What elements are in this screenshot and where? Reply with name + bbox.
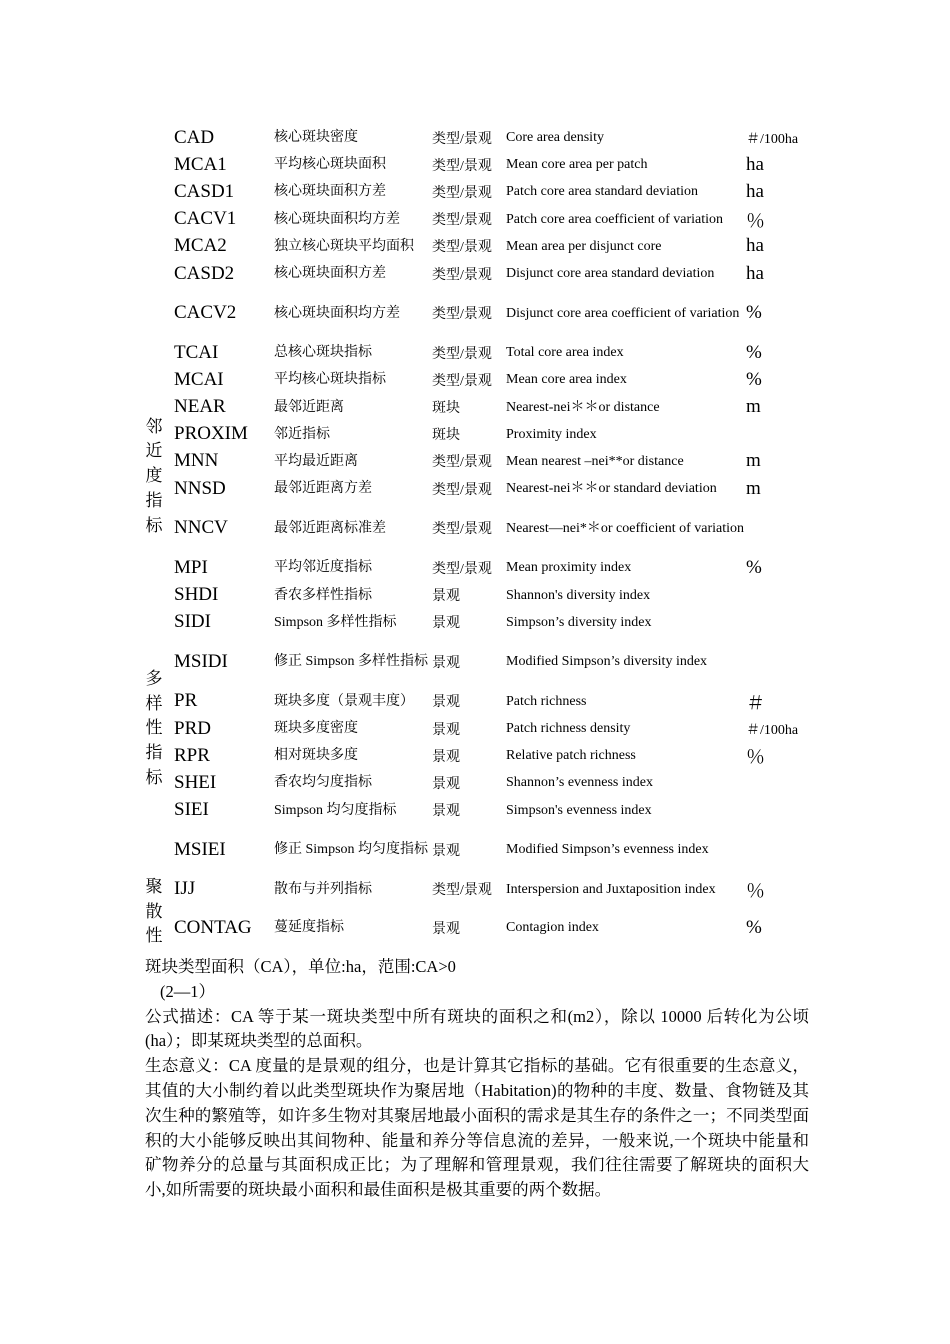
type-cell: 类型/景观 [432,373,492,389]
abbr-cell: NNSD [174,477,226,499]
chinese-name-cell: Simpson 均匀度指标 [274,802,397,818]
unit-cell: ％ [746,210,766,232]
body-text [145,955,809,1203]
type-cell: 类型/景观 [432,185,492,201]
chinese-name-cell: 最邻近距离方差 [274,481,372,497]
table-row [140,475,820,502]
type-cell: 斑块 [432,428,460,444]
type-cell: 景观 [432,921,460,937]
table-row [140,339,820,366]
abbr-cell: CACV2 [174,302,237,324]
type-cell: 类型/景观 [432,240,492,256]
table-row [140,502,820,554]
table-row [140,769,820,796]
chinese-name-cell: 核心斑块面积方差 [274,266,386,282]
type-cell: 类型/景观 [432,131,492,147]
unit-cell: ＃/100ha [746,722,799,738]
english-name-cell: Mean proximity index [506,560,632,576]
english-name-cell: Mean core area per patch [506,157,648,173]
table-row [140,903,820,953]
unit-cell: % [746,341,762,363]
table-row [140,206,820,233]
chinese-name-cell: 最邻近距离 [274,399,344,415]
unit-cell: m [746,396,761,418]
formula-description: 公式描述：CA 等于某一斑块类型中所有斑块的面积之和(m2），除以 10000 后转化为公顷(ha）；即某斑块类型的总面积。 [145,1006,809,1051]
english-name-cell: Mean nearest –nei**or distance [506,453,684,469]
abbr-cell: MCAI [174,368,224,390]
chinese-name-cell: 邻近指标 [274,426,330,442]
table-row [140,260,820,287]
category-label-diversity: 多样性指标 [145,668,163,787]
english-name-cell: Disjunct core area standard deviation [506,266,715,282]
abbr-cell: IJJ [174,878,196,900]
english-name-cell: Nearest—nei*＊or coefficient of variation [506,520,745,536]
type-cell: 景观 [432,804,460,820]
abbr-cell: SIDI [174,611,211,633]
unit-cell: ＃/100ha [746,131,799,147]
unit-cell: ％ [746,747,766,769]
english-name-cell: Patch richness [506,693,587,709]
unit-cell: m [746,477,761,499]
unit-cell: % [746,916,762,938]
unit-cell: % [746,368,762,390]
abbr-cell: SHEI [174,771,217,793]
chinese-name-cell: 散布与并列指标 [274,881,372,897]
table-row [140,554,820,581]
type-cell: 景观 [432,589,460,605]
chinese-name-cell: 香农多样性指标 [274,587,372,603]
english-name-cell: Patch core area coefficient of variation [506,211,724,227]
english-name-cell: Contagion index [506,920,599,936]
abbr-cell: CASD2 [174,262,235,284]
type-cell: 类型/景观 [432,482,492,498]
unit-cell: ＃ [746,692,766,714]
unit-cell: ha [746,180,764,202]
table-row [140,421,820,448]
type-cell: 景观 [432,655,460,671]
abbr-cell: SIEI [174,799,209,821]
unit-cell: ha [746,153,764,175]
table-row [140,742,820,769]
abbr-cell: MNN [174,450,219,472]
abbr-cell: RPR [174,744,210,766]
table-row [140,448,820,475]
english-name-cell: Simpson's evenness index [506,802,652,818]
english-name-cell: Total core area index [506,345,624,361]
landscape-index-table [140,124,820,953]
type-cell: 类型/景观 [432,267,492,283]
english-name-cell: Core area density [506,130,604,146]
table-row [140,287,820,339]
english-name-cell: Relative patch richness [506,748,636,764]
table-row [140,688,820,715]
english-name-cell: Mean core area index [506,372,627,388]
category-label-aggregation: 聚散性 [145,876,163,946]
abbr-cell: PROXIM [174,423,248,445]
chinese-name-cell: 核心斑块面积方差 [274,184,386,200]
english-name-cell: Nearest-nei＊＊or distance [506,399,660,415]
abbr-cell: SHDI [174,584,219,606]
chinese-name-cell: 平均核心斑块面积 [274,157,386,173]
english-name-cell: Simpson’s diversity index [506,614,652,630]
chinese-name-cell: 修正 Simpson 均匀度指标 [274,842,429,858]
abbr-cell: MSIDI [174,650,228,672]
english-name-cell: Proximity index [506,426,597,442]
chinese-name-cell: 斑块多度（景观丰度） [274,693,414,709]
table-row [140,124,820,151]
type-cell: 景观 [432,695,460,711]
abbr-cell: CONTAG [174,916,252,938]
table-row [140,715,820,742]
unit-cell: % [746,556,762,578]
type-cell: 类型/景观 [432,307,492,323]
category-label-proximity: 邻近度指标 [145,416,163,535]
chinese-name-cell: 平均核心斑块指标 [274,372,386,388]
english-name-cell: Disjunct core area coefficient of variation [506,305,740,321]
formula-number: (2—1） [160,981,215,1001]
chinese-name-cell: 总核心斑块指标 [274,345,372,361]
abbr-cell: PRD [174,717,211,739]
chinese-name-cell: 核心斑块面积均方差 [274,211,400,227]
type-cell: 景观 [432,843,460,859]
chinese-name-cell: 斑块多度密度 [274,721,358,737]
chinese-name-cell: 独立核心斑块平均面积 [274,238,414,254]
type-cell: 类型/景观 [432,346,492,362]
chinese-name-cell: 核心斑块面积均方差 [274,305,400,321]
chinese-name-cell: 相对斑块多度 [274,748,358,764]
chinese-name-cell: Simpson 多样性指标 [274,614,397,630]
ecological-meaning: 生态意义：CA 度量的是景观的组分，也是计算其它指标的基础。它有很重要的生态意义，其值的大小制约着以此类型斑块作为聚居地（Habitation)的物种的丰度、数量、食物链及其次生种的繁殖等，如许多生物对其聚居地最小面积的需求是其生存的条件之一；不同类型面积的大小能够反映出其间物种、能量和养分等信息流的差异，一般来说,一个斑块中能量和矿物养分的总量与其面积成正比；为了理解和管理景观，我们往往需要了解斑块的面积大小,如所需要的斑块最小面积和最佳面积是极其重要的两个数据。 [145,1056,809,1200]
english-name-cell: Modified Simpson’s evenness index [506,842,709,858]
abbr-cell: CACV1 [174,208,237,230]
chinese-name-cell: 最邻近距离标准差 [274,520,386,536]
unit-cell: m [746,450,761,472]
abbr-cell: NEAR [174,396,226,418]
table-row [140,233,820,260]
table-row [140,178,820,205]
type-cell: 类型/景观 [432,213,492,229]
abbr-cell: CAD [174,126,215,148]
abbr-cell: CASD1 [174,180,235,202]
type-cell: 斑块 [432,401,460,417]
abbr-cell: MPI [174,556,208,578]
english-name-cell: Patch core area standard deviation [506,184,699,200]
type-cell: 景观 [432,776,460,792]
abbr-cell: MCA2 [174,235,227,257]
english-name-cell: Interspersion and Juxtaposition index [506,881,716,897]
unit-cell: ％ [746,880,766,902]
unit-cell: ha [746,262,764,284]
type-cell: 类型/景观 [432,883,492,899]
type-cell: 景观 [432,616,460,632]
english-name-cell: Nearest-nei＊＊or standard deviation [506,481,717,497]
chinese-name-cell: 香农均匀度指标 [274,775,372,791]
english-name-cell: Shannon's diversity index [506,587,651,603]
abbr-cell: TCAI [174,341,219,363]
chinese-name-cell: 蔓延度指标 [274,920,344,936]
type-cell: 类型/景观 [432,158,492,174]
chinese-name-cell: 平均邻近度指标 [274,560,372,576]
english-name-cell: Mean area per disjunct core [506,238,662,254]
english-name-cell: Modified Simpson’s diversity index [506,654,708,670]
english-name-cell: Patch richness density [506,721,631,737]
ca-definition: 斑块类型面积（CA），单位:ha，范围:CA>0 [145,957,456,976]
table-row [140,609,820,636]
chinese-name-cell: 核心斑块密度 [274,130,358,146]
table-row [140,366,820,393]
chinese-name-cell: 修正 Simpson 多样性指标 [274,654,429,670]
abbr-cell: PR [174,690,198,712]
english-name-cell: Shannon’s evenness index [506,775,653,791]
type-cell: 景观 [432,722,460,738]
table-row [140,824,820,876]
unit-cell: % [746,302,762,324]
abbr-cell: MCA1 [174,153,227,175]
table-row [140,151,820,178]
unit-cell: ha [746,235,764,257]
type-cell: 类型/景观 [432,561,492,577]
table-row [140,797,820,824]
abbr-cell: NNCV [174,517,228,539]
table-row [140,581,820,608]
type-cell: 类型/景观 [432,522,492,538]
type-cell: 类型/景观 [432,455,492,471]
abbr-cell: MSIEI [174,838,226,860]
type-cell: 景观 [432,749,460,765]
chinese-name-cell: 平均最近距离 [274,453,358,469]
